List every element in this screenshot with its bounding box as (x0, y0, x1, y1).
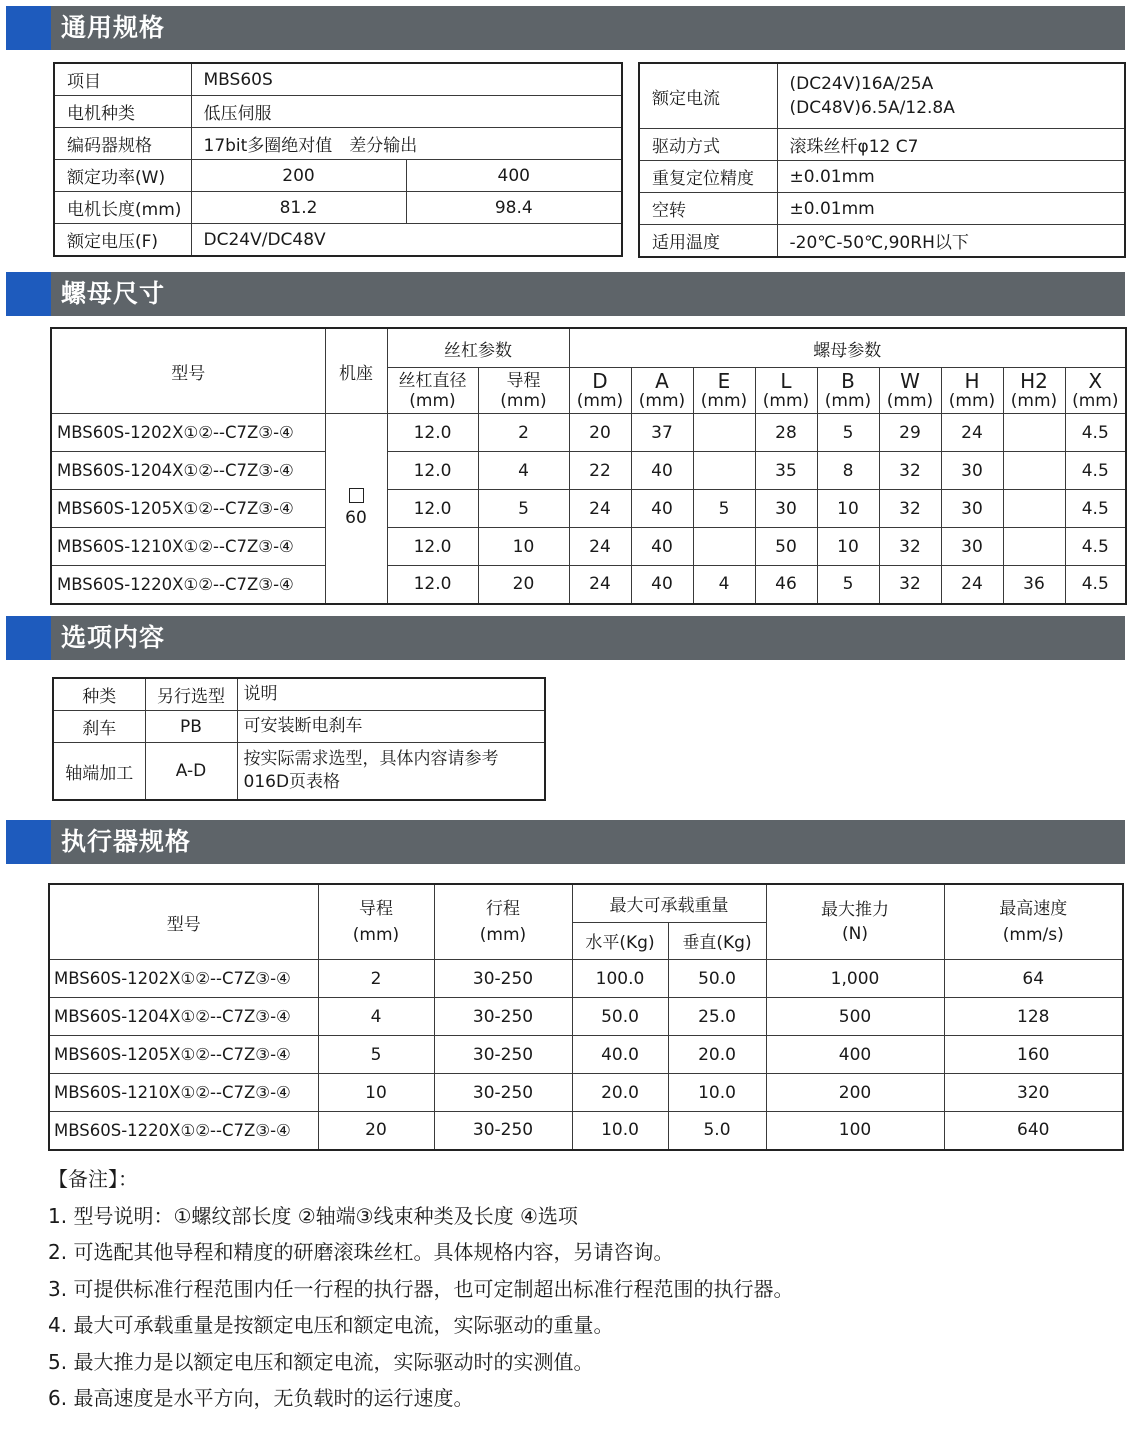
table-cell: 8 (817, 452, 879, 490)
table-cell: 28 (755, 414, 817, 452)
table-cell: 30-250 (434, 998, 572, 1036)
table-cell: 400 (406, 160, 622, 192)
options-table (52, 677, 546, 801)
table-row (49, 1074, 1123, 1112)
nut-col-header: E (mm) (693, 368, 755, 414)
square-symbol-icon (349, 488, 364, 503)
table-cell: 电机种类 (54, 96, 191, 128)
table-cell: 30 (941, 452, 1003, 490)
table-cell: 4 (318, 998, 434, 1036)
screw-diameter-header: 丝杠直径 (mm) (387, 368, 478, 414)
table-cell: ±0.01mm (777, 161, 1125, 193)
table-row (639, 63, 1125, 129)
table-cell: 160 (944, 1036, 1123, 1074)
table-cell: 64 (944, 960, 1123, 998)
section-accent (6, 272, 51, 316)
stroke-header: 行程 (mm) (434, 884, 572, 960)
lead-header: 导程 (mm) (318, 884, 434, 960)
note-item: 3. 可提供标准行程范围内任一行程的执行器，也可定制超出标准行程范围的执行器。 (48, 1276, 794, 1301)
table-cell: 24 (941, 414, 1003, 452)
table-row (49, 1036, 1123, 1074)
table-cell: 4.5 (1065, 566, 1126, 604)
table-cell: 30-250 (434, 1036, 572, 1074)
table-cell: 30-250 (434, 1112, 572, 1150)
table-header: 种类 (53, 678, 145, 711)
table-cell: 30 (941, 528, 1003, 566)
table-row (49, 960, 1123, 998)
table-cell: 12.0 (387, 566, 478, 604)
table-cell: 50.0 (668, 960, 766, 998)
nut-col-header: X (mm) (1065, 368, 1126, 414)
note-item: 1. 型号说明：①螺纹部长度 ②轴端③线束种类及长度 ④选项 (48, 1203, 578, 1228)
table-cell: 4.5 (1065, 414, 1126, 452)
table-cell: 32 (879, 528, 941, 566)
table-cell: 30-250 (434, 960, 572, 998)
table-cell: 37 (631, 414, 693, 452)
table-cell: 4.5 (1065, 490, 1126, 528)
note-item: 4. 最大可承载重量是按额定电压和额定电流，实际驱动的重量。 (48, 1313, 614, 1337)
table-row (51, 414, 1126, 452)
table-cell: 额定电压(F) (54, 224, 191, 257)
table-row (639, 193, 1125, 225)
table-cell: 20.0 (668, 1036, 766, 1074)
table-cell: 640 (944, 1112, 1123, 1150)
table-cell: 4.5 (1065, 452, 1126, 490)
table-cell: 项目 (54, 63, 191, 96)
table-row (49, 884, 1123, 922)
nut-col-header: W (mm) (879, 368, 941, 414)
table-cell: 200 (766, 1074, 944, 1112)
section-accent (6, 6, 51, 50)
table-row (51, 566, 1126, 604)
section-title: 螺母尺寸 (61, 279, 166, 308)
table-cell: 4 (478, 452, 569, 490)
table-cell: 10 (817, 490, 879, 528)
table-cell: 40 (631, 566, 693, 604)
table-row (54, 224, 622, 257)
table-cell: 5 (318, 1036, 434, 1074)
table-cell: A-D (145, 743, 237, 801)
table-cell: 25.0 (668, 998, 766, 1036)
table-cell: 20 (569, 414, 631, 452)
note-item: 2. 可选配其他导程和精度的研磨滚珠丝杠。具体规格内容，另请咨询。 (48, 1240, 674, 1264)
table-cell: 36 (1003, 566, 1065, 604)
model-header: 型号 (51, 328, 325, 414)
nut-group-header: 螺母参数 (569, 328, 1126, 368)
base-cell: 60 (325, 414, 387, 604)
table-cell: 5 (817, 566, 879, 604)
table-row (639, 129, 1125, 161)
table-cell: 4.5 (1065, 528, 1126, 566)
table-header: 垂直(Kg) (668, 922, 766, 960)
table-cell: 空转 (639, 193, 777, 225)
table-cell: 10.0 (572, 1112, 668, 1150)
table-cell: 12.0 (387, 490, 478, 528)
current-value-line: (DC48V)6.5A/12.8A (789, 98, 955, 118)
nut-col-header: H2 (mm) (1003, 368, 1065, 414)
table-cell: 17bit多圈绝对值 差分输出 (191, 128, 622, 160)
nut-col-header: L (mm) (755, 368, 817, 414)
table-cell: 40 (631, 490, 693, 528)
table-cell: 可安装断电刹车 (237, 711, 545, 743)
section-accent (6, 616, 51, 660)
table-cell: 低压伺服 (191, 96, 622, 128)
table-cell: 98.4 (406, 192, 622, 224)
table-row (51, 328, 1126, 368)
table-row (49, 998, 1123, 1036)
section-title: 执行器规格 (61, 827, 192, 856)
table-row (51, 490, 1126, 528)
table-cell (693, 528, 755, 566)
model-cell: MBS60S-1220X①②--C7Z③-④ (51, 566, 325, 604)
table-cell (1003, 528, 1065, 566)
base-header: 机座 (325, 328, 387, 414)
model-cell: MBS60S-1204X①②--C7Z③-④ (49, 998, 318, 1036)
table-row (54, 96, 622, 128)
section-header-actuator (6, 820, 1125, 864)
table-row (54, 160, 622, 192)
model-cell: MBS60S-1202X①②--C7Z③-④ (49, 960, 318, 998)
table-cell: 驱动方式 (639, 129, 777, 161)
table-cell: 30 (941, 490, 1003, 528)
table-cell: 12.0 (387, 528, 478, 566)
table-cell: 30-250 (434, 1074, 572, 1112)
table-cell: 10 (478, 528, 569, 566)
table-cell: 50 (755, 528, 817, 566)
table-cell: 320 (944, 1074, 1123, 1112)
table-cell: 5.0 (668, 1112, 766, 1150)
table-cell: 额定功率(W) (54, 160, 191, 192)
table-cell (1003, 490, 1065, 528)
table-cell: 电机长度(mm) (54, 192, 191, 224)
nut-col-header: H (mm) (941, 368, 1003, 414)
table-cell: 32 (879, 566, 941, 604)
table-cell: 500 (766, 998, 944, 1036)
table-row (639, 161, 1125, 193)
model-cell: MBS60S-1204X①②--C7Z③-④ (51, 452, 325, 490)
table-cell: 2 (318, 960, 434, 998)
table-cell: 81.2 (191, 192, 406, 224)
table-cell: 22 (569, 452, 631, 490)
table-cell: -20℃-50℃,90RH以下 (777, 225, 1125, 258)
table-cell: 32 (879, 452, 941, 490)
screw-group-header: 丝杠参数 (387, 328, 569, 368)
table-cell: 32 (879, 490, 941, 528)
table-cell: 按实际需求选型，具体内容请参考016D页表格 (237, 743, 545, 801)
table-row (639, 225, 1125, 258)
section-title: 选项内容 (61, 623, 166, 652)
general-spec-left-table (53, 62, 623, 257)
table-cell: 24 (941, 566, 1003, 604)
nut-col-header: A (mm) (631, 368, 693, 414)
table-cell: 刹车 (53, 711, 145, 743)
section-header-general (6, 6, 1125, 50)
table-cell: 轴端加工 (53, 743, 145, 801)
table-cell: 20.0 (572, 1074, 668, 1112)
table-cell: 200 (191, 160, 406, 192)
actuator-spec-table (48, 883, 1124, 1151)
table-cell (693, 414, 755, 452)
model-header: 型号 (49, 884, 318, 960)
table-cell: 5 (693, 490, 755, 528)
table-cell: ±0.01mm (777, 193, 1125, 225)
table-cell: 额定电流 (639, 63, 777, 129)
table-header: 水平(Kg) (572, 922, 668, 960)
model-cell: MBS60S-1205X①②--C7Z③-④ (49, 1036, 318, 1074)
table-cell: 40 (631, 452, 693, 490)
table-cell: 2 (478, 414, 569, 452)
table-cell: 128 (944, 998, 1123, 1036)
table-row (51, 452, 1126, 490)
table-cell: 50.0 (572, 998, 668, 1036)
table-cell (1003, 452, 1065, 490)
table-row (53, 743, 545, 801)
table-cell: 20 (478, 566, 569, 604)
table-cell: 1,000 (766, 960, 944, 998)
table-cell: 重复定位精度 (639, 161, 777, 193)
table-cell: 40 (631, 528, 693, 566)
table-cell: 4 (693, 566, 755, 604)
table-cell (693, 452, 755, 490)
table-row (53, 711, 545, 743)
table-cell (1003, 414, 1065, 452)
table-cell: 40.0 (572, 1036, 668, 1074)
table-row (49, 1112, 1123, 1150)
general-spec-right-table (638, 62, 1126, 258)
table-cell: 5 (817, 414, 879, 452)
table-row (54, 63, 622, 96)
table-row (51, 528, 1126, 566)
thrust-header: 最大推力 (N) (766, 884, 944, 960)
table-cell: MBS60S (191, 63, 622, 96)
current-value-line: (DC24V)16A/25A (789, 74, 934, 94)
notes-block (48, 1164, 1108, 1420)
model-cell: MBS60S-1202X①②--C7Z③-④ (51, 414, 325, 452)
table-cell: 24 (569, 528, 631, 566)
table-cell: 30 (755, 490, 817, 528)
speed-header: 最高速度 (mm/s) (944, 884, 1123, 960)
section-header-nut (6, 272, 1125, 316)
model-cell: MBS60S-1205X①②--C7Z③-④ (51, 490, 325, 528)
table-cell: 12.0 (387, 452, 478, 490)
table-cell: PB (145, 711, 237, 743)
table-header: 说明 (237, 678, 545, 711)
table-cell: 10 (817, 528, 879, 566)
section-title: 通用规格 (61, 13, 166, 42)
table-cell: 5 (478, 490, 569, 528)
table-cell: 编码器规格 (54, 128, 191, 160)
table-row (54, 192, 622, 224)
table-cell: 100 (766, 1112, 944, 1150)
section-header-options (6, 616, 1125, 660)
table-row (54, 128, 622, 160)
table-row (53, 678, 545, 711)
table-cell (777, 63, 1125, 129)
table-header: 另行选型 (145, 678, 237, 711)
table-cell: 20 (318, 1112, 434, 1150)
table-cell: 10.0 (668, 1074, 766, 1112)
table-cell: 46 (755, 566, 817, 604)
table-cell: 适用温度 (639, 225, 777, 258)
table-cell: DC24V/DC48V (191, 224, 622, 257)
section-accent (6, 820, 51, 864)
note-item: 5. 最大推力是以额定电压和额定电流，实际驱动时的实测值。 (48, 1349, 594, 1374)
table-cell: 24 (569, 490, 631, 528)
notes-title: 【备注】： (48, 1167, 138, 1191)
table-cell: 12.0 (387, 414, 478, 452)
model-cell: MBS60S-1220X①②--C7Z③-④ (49, 1112, 318, 1150)
nut-dimension-table (50, 327, 1127, 605)
note-item: 6. 最高速度是水平方向，无负载时的运行速度。 (48, 1386, 474, 1410)
screw-lead-header: 导程 (mm) (478, 368, 569, 414)
model-cell: MBS60S-1210X①②--C7Z③-④ (49, 1074, 318, 1112)
table-cell: 滚珠丝杆φ12 C7 (777, 129, 1125, 161)
table-cell: 29 (879, 414, 941, 452)
table-cell: 35 (755, 452, 817, 490)
load-group-header: 最大可承载重量 (572, 884, 766, 922)
table-cell: 100.0 (572, 960, 668, 998)
nut-col-header: B (mm) (817, 368, 879, 414)
table-cell: 400 (766, 1036, 944, 1074)
table-cell: 24 (569, 566, 631, 604)
model-cell: MBS60S-1210X①②--C7Z③-④ (51, 528, 325, 566)
nut-col-header: D (mm) (569, 368, 631, 414)
table-cell: 10 (318, 1074, 434, 1112)
